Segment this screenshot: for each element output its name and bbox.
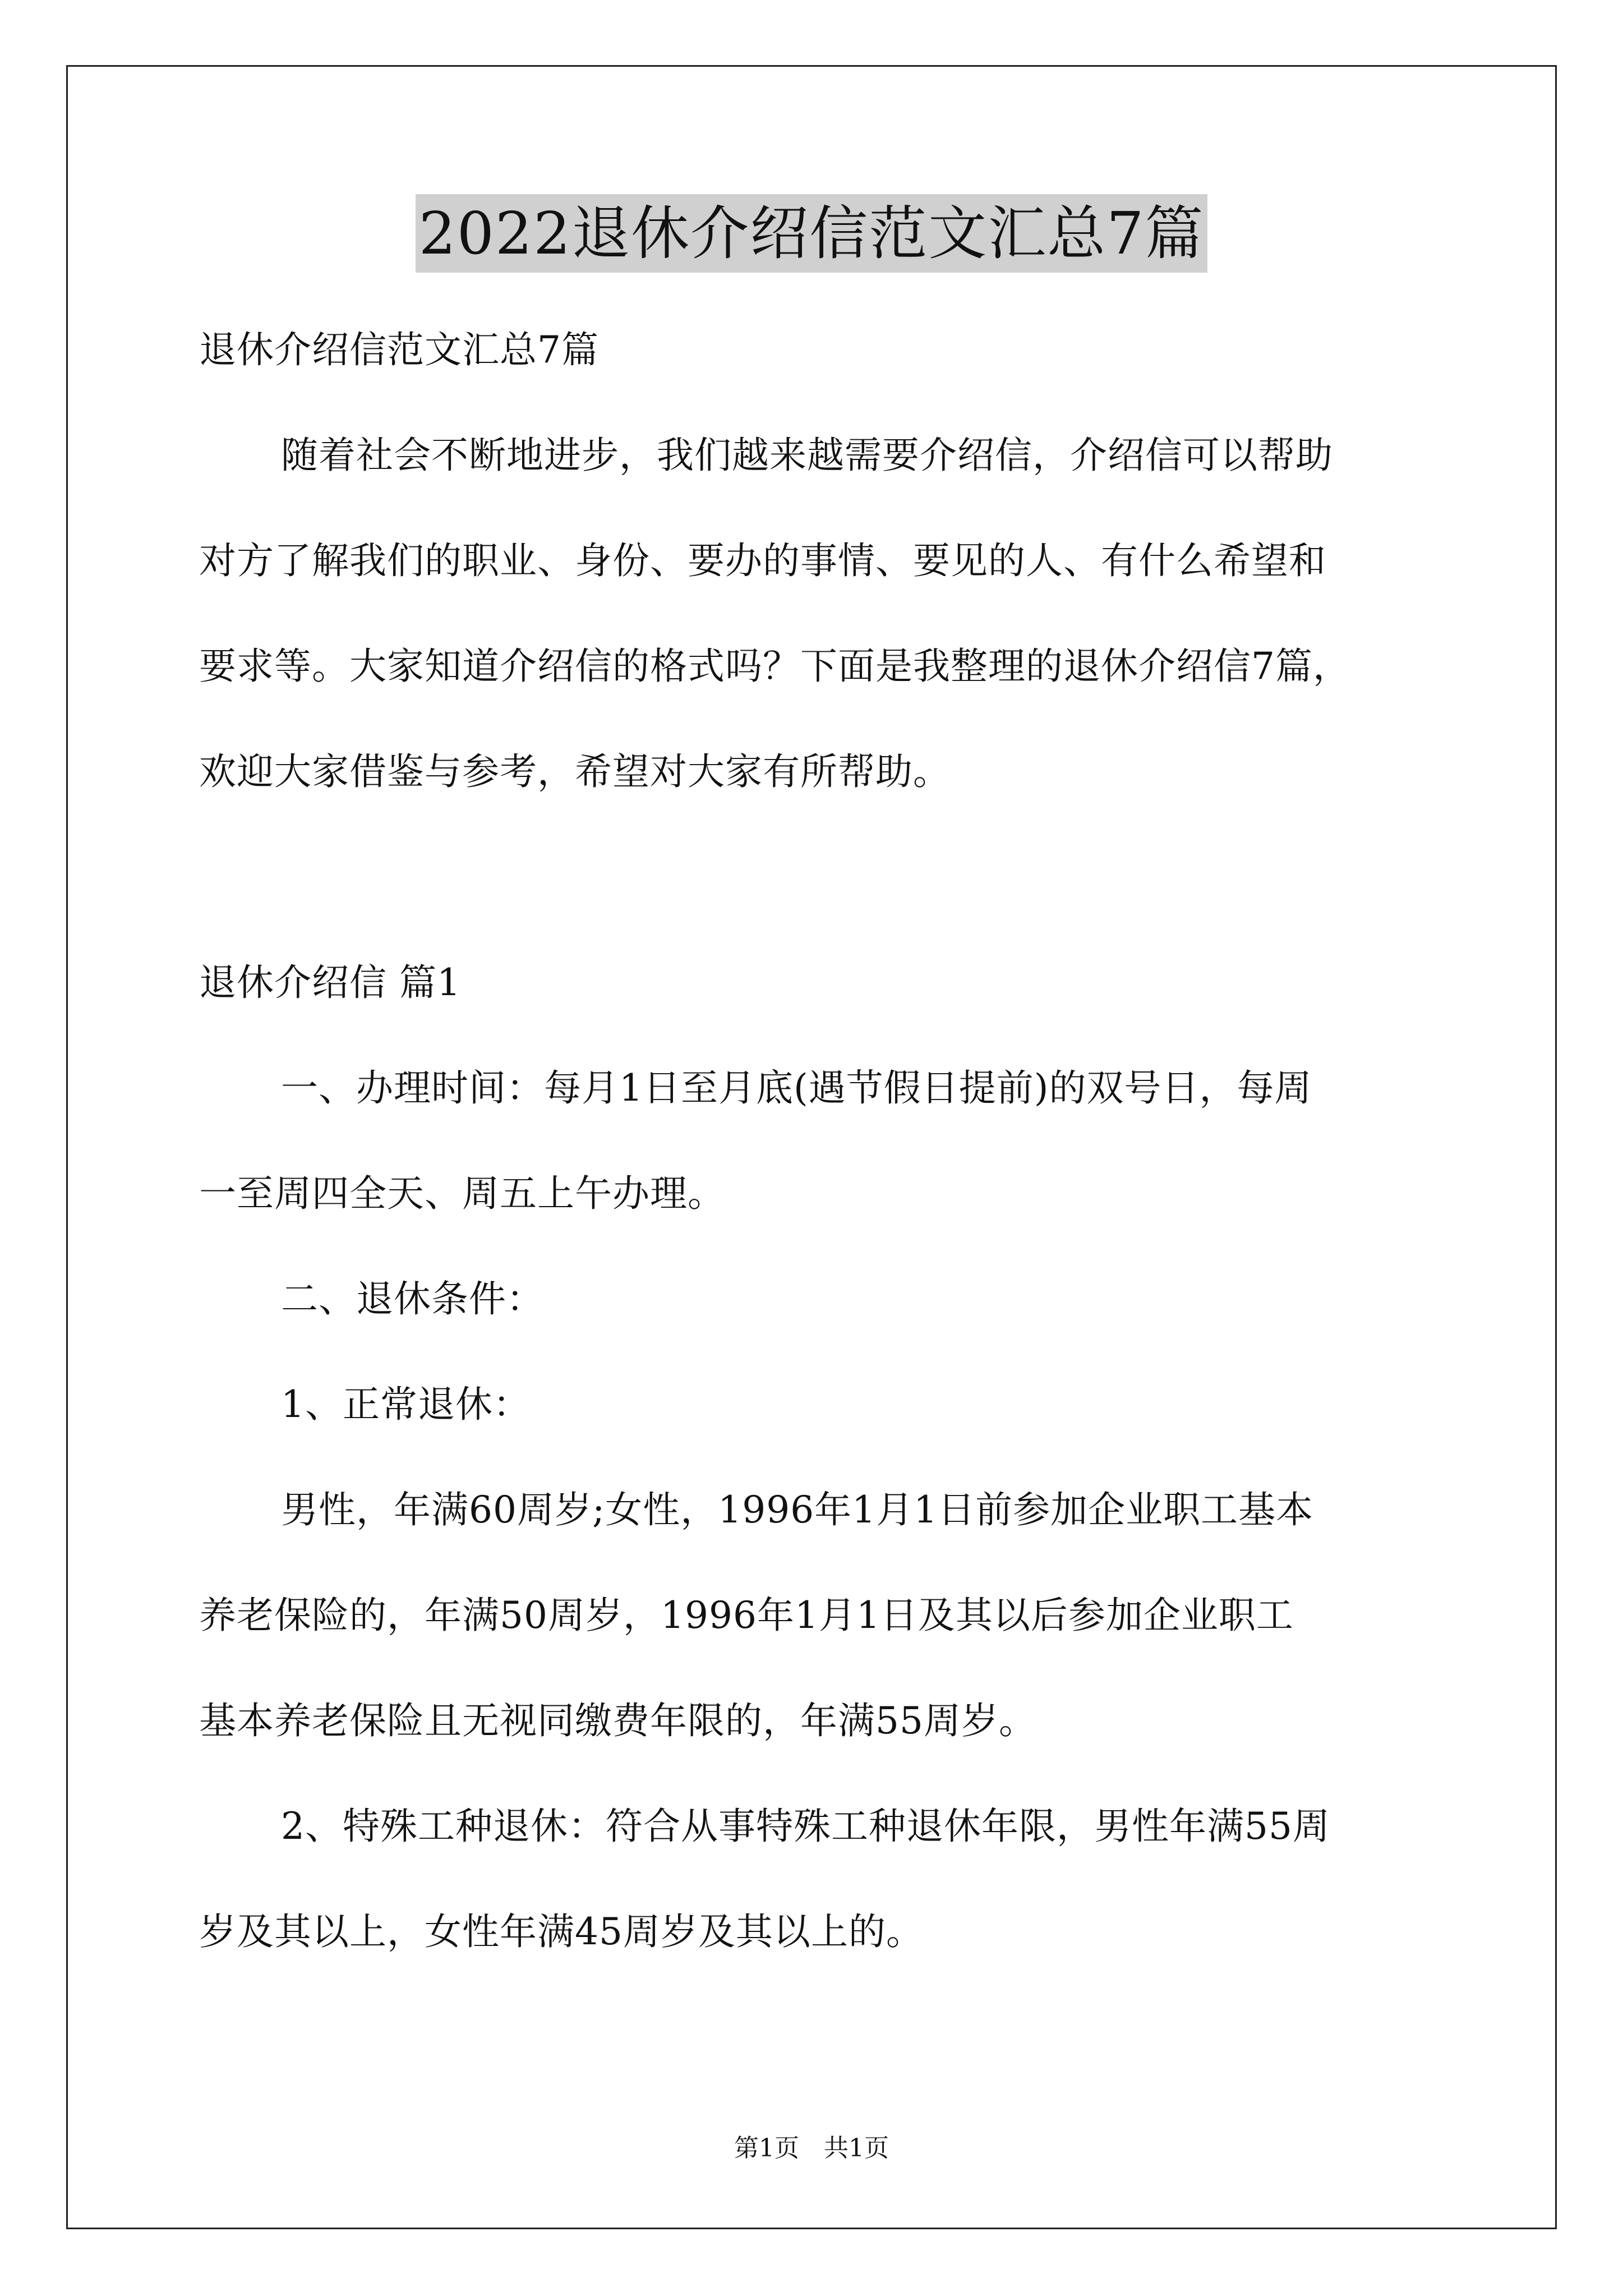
intro-line: 对方了解我们的职业、身份、要办的事情、要见的人、有什么希望和 [199, 539, 1326, 582]
section-line: 二、退休条件： [281, 1277, 544, 1320]
page-footer: 第1页 共1页 [734, 2134, 889, 2162]
intro-line: 要求等。大家知道介绍信的格式吗？下面是我整理的退休介绍信7篇， [199, 645, 1350, 688]
paragraph-gap [199, 825, 1455, 930]
section-line: 一至周四全天、周五上午办理。 [199, 1172, 725, 1215]
section-line: 养老保险的，年满50周岁，1996年1月1日及其以后参加企业职工 [199, 1594, 1294, 1637]
document-subtitle: 退休介绍信范文汇总7篇 [199, 328, 599, 371]
section-line: 基本养老保险且无视同缴费年限的，年满55周岁。 [199, 1699, 1036, 1742]
intro-line: 随着社会不断地进步，我们越来越需要介绍信，介绍信可以帮助 [281, 434, 1333, 477]
section-line: 2、特殊工种退休：符合从事特殊工种退休年限，男性年满55周 [281, 1805, 1330, 1848]
section-line: 一、办理时间：每月1日至月底(遇节假日提前)的双号日，每周 [281, 1066, 1312, 1110]
intro-line: 欢迎大家借鉴与参考，希望对大家有所帮助。 [199, 750, 951, 793]
section-heading: 退休介绍信 篇1 [199, 961, 461, 1004]
document-title: 2022退休介绍信范文汇总7篇 [416, 194, 1208, 273]
section-line: 1、正常退休： [281, 1383, 531, 1426]
document-body [199, 297, 1455, 1985]
title-container [0, 194, 1623, 273]
section-line: 岁及其以上，女性年满45周岁及其以上的。 [199, 1910, 924, 1953]
section-body [199, 1036, 1455, 1985]
section-line: 男性，年满60周岁;女性，1996年1月1日前参加企业职工基本 [281, 1488, 1314, 1531]
